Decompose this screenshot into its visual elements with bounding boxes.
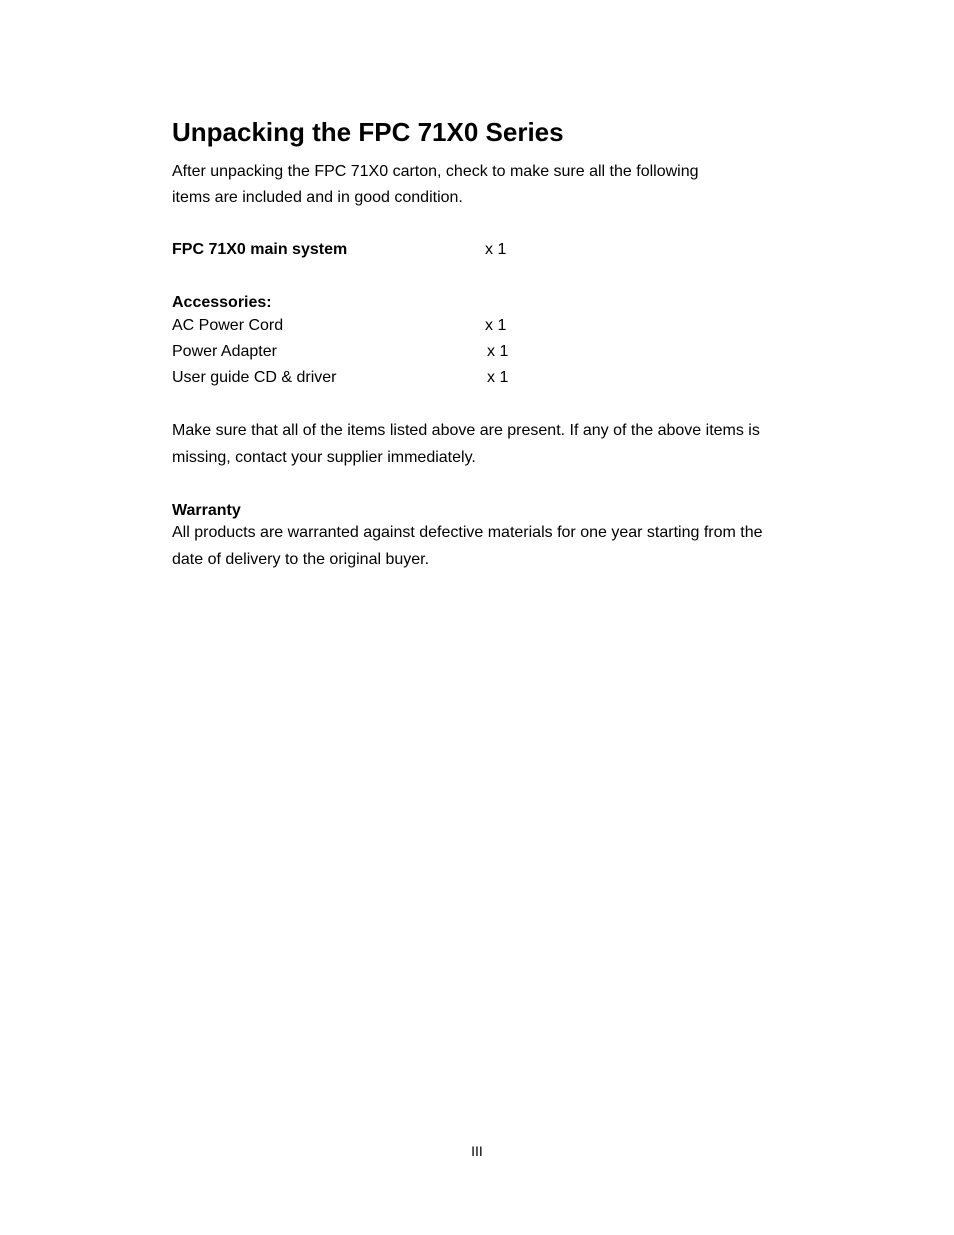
warranty-paragraph: All products are warranted against defective materials for one year starting from the date of delivery to the original buyer. xyxy=(172,524,763,568)
accessory-qty: x 1 xyxy=(487,343,509,360)
check-note-paragraph: Make sure that all of the items listed above are present. If any of the above items is missing, contact your supplier immediately. xyxy=(172,422,760,466)
main-item-label: FPC 71X0 main system xyxy=(172,241,348,258)
page-title: Unpacking the FPC 71X0 Series xyxy=(172,117,564,147)
accessories-heading: Accessories: xyxy=(172,294,272,311)
accessory-qty: x 1 xyxy=(487,369,509,386)
accessory-label: Power Adapter xyxy=(172,343,277,360)
page-number: III xyxy=(471,1143,483,1159)
accessory-qty: x 1 xyxy=(485,317,507,334)
main-item-row xyxy=(172,238,592,262)
main-item-qty: x 1 xyxy=(485,241,507,258)
accessory-label: User guide CD & driver xyxy=(172,369,337,386)
warranty-heading: Warranty xyxy=(172,502,241,519)
list-item xyxy=(172,340,592,364)
list-item xyxy=(172,314,592,338)
accessory-label: AC Power Cord xyxy=(172,317,284,334)
list-item xyxy=(172,366,592,390)
intro-paragraph: After unpacking the FPC 71X0 carton, check to make sure all the following items are included and in good condition. xyxy=(172,163,699,206)
